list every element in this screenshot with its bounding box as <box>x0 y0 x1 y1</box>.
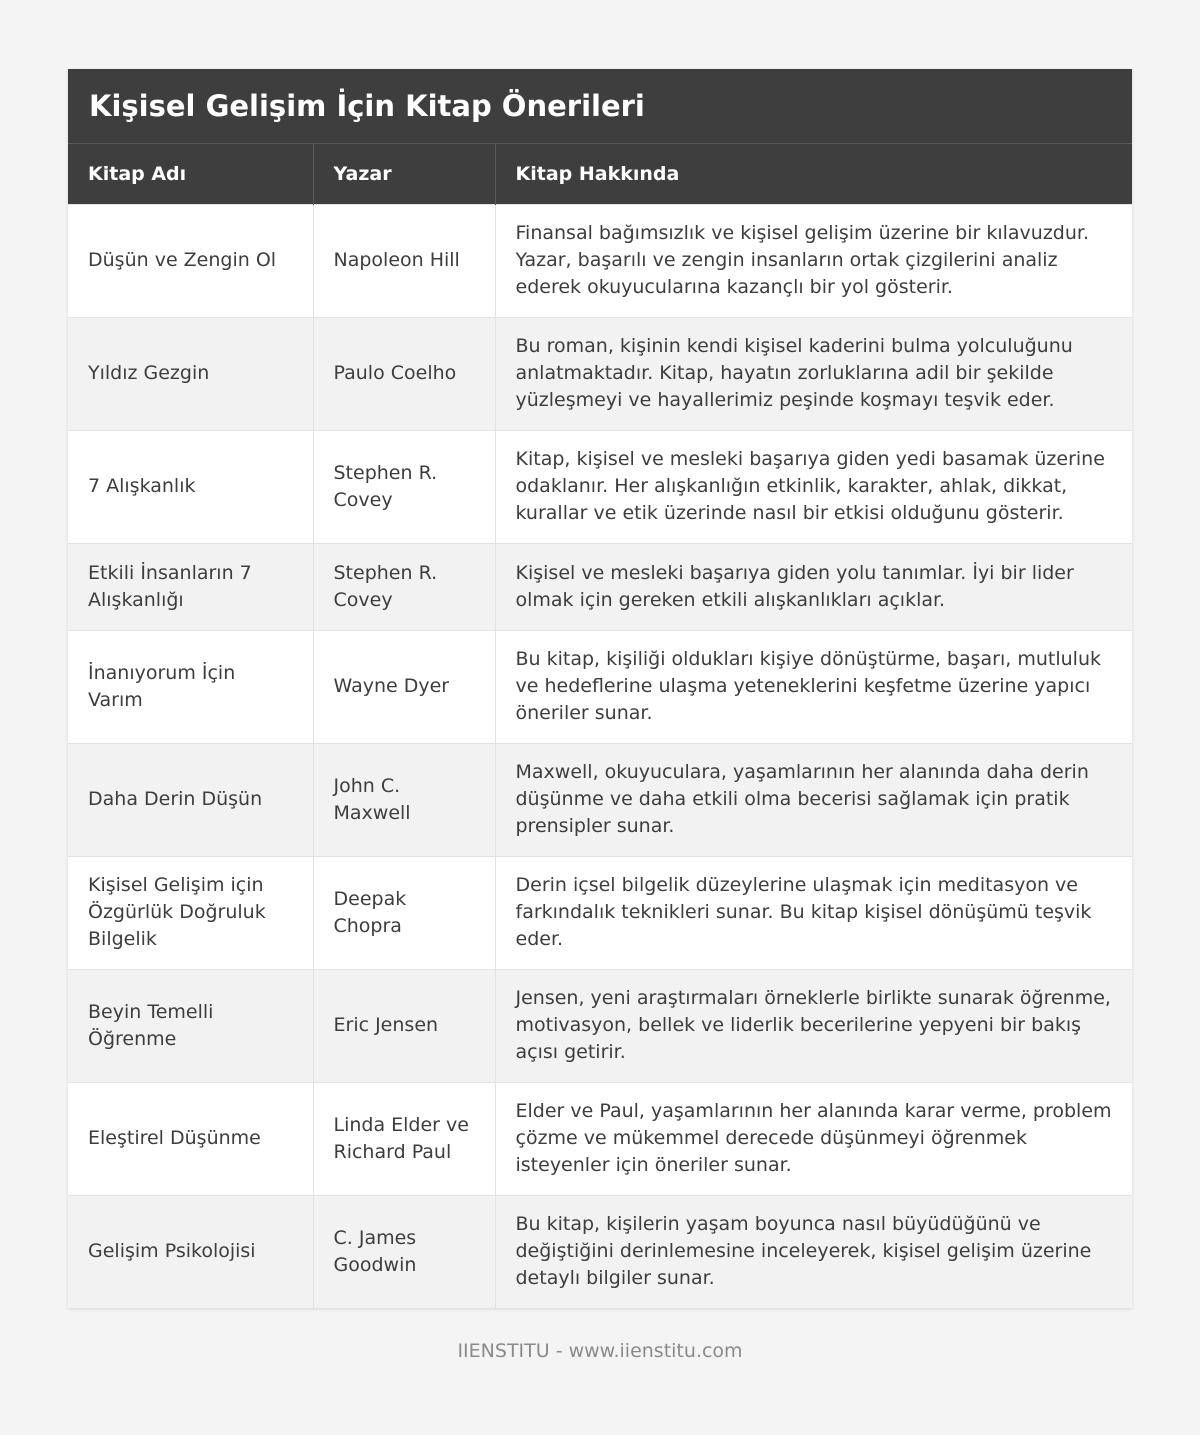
table-row <box>68 856 1132 969</box>
table-row <box>68 1195 1132 1308</box>
description-cell: Jensen, yeni araştırmaları örneklerle birlikte sunarak öğrenme, motivasyon, bellek ve liderlik becerilerine yepyeni bir bakış açısı getirir. <box>495 969 1132 1082</box>
author-cell: C. James Goodwin <box>313 1195 495 1308</box>
table-row <box>68 317 1132 430</box>
column-header-author: Yazar <box>313 144 495 204</box>
author-cell: Deepak Chopra <box>313 856 495 969</box>
table-row <box>68 969 1132 1082</box>
footer-credit: IIENSTITU - www.iienstitu.com <box>457 1340 743 1362</box>
author-cell: Stephen R. Covey <box>313 430 495 543</box>
book-title-cell: Yıldız Gezgin <box>68 317 313 430</box>
description-cell: Maxwell, okuyuculara, yaşamlarının her alanında daha derin düşünme ve daha etkili olma becerisi sağlamak için pratik prensipler sunar. <box>495 743 1132 856</box>
description-cell: Finansal bağımsızlık ve kişisel gelişim üzerine bir kılavuzdur. Yazar, başarılı ve zengin insanların ortak çizgilerini analiz ederek okuyucularına kazançlı bir yol gösterir. <box>495 204 1132 317</box>
author-cell: Stephen R. Covey <box>313 543 495 630</box>
table-row <box>68 204 1132 317</box>
book-title-cell: Gelişim Psikolojisi <box>68 1195 313 1308</box>
book-title-cell: Etkili İnsanların 7 Alışkanlığı <box>68 543 313 630</box>
author-cell: Napoleon Hill <box>313 204 495 317</box>
table-title-bar <box>68 69 1132 144</box>
book-title-cell: Kişisel Gelişim için Özgürlük Doğruluk Bilgelik <box>68 856 313 969</box>
description-cell: Derin içsel bilgelik düzeylerine ulaşmak için meditasyon ve farkındalık teknikleri sunar. Bu kitap kişisel dönüşümü teşvik eder. <box>495 856 1132 969</box>
author-cell: Eric Jensen <box>313 969 495 1082</box>
book-title-cell: Beyin Temelli Öğrenme <box>68 969 313 1082</box>
book-title-cell: Düşün ve Zengin Ol <box>68 204 313 317</box>
description-cell: Bu kitap, kişilerin yaşam boyunca nasıl büyüdüğünü ve değiştiğini derinlemesine inceleyerek, kişisel gelişim üzerine detaylı bilgiler sunar. <box>495 1195 1132 1308</box>
table-row <box>68 430 1132 543</box>
book-title-cell: İnanıyorum İçin Varım <box>68 630 313 743</box>
column-header-book: Kitap Adı <box>68 144 313 204</box>
author-cell: Paulo Coelho <box>313 317 495 430</box>
page-title: Kişisel Gelişim İçin Kitap Önerileri <box>89 89 645 123</box>
description-cell: Kişisel ve mesleki başarıya giden yolu tanımlar. İyi bir lider olmak için gereken etkili alışkanlıkları açıklar. <box>495 543 1132 630</box>
description-cell: Bu roman, kişinin kendi kişisel kaderini bulma yolculuğunu anlatmaktadır. Kitap, hayatın zorluklarına adil bir şekilde yüzleşmeyi ve hayallerimiz peşinde koşmayı teşvik eder. <box>495 317 1132 430</box>
author-cell: Wayne Dyer <box>313 630 495 743</box>
book-table <box>68 144 1132 1308</box>
book-table-card <box>68 69 1132 1308</box>
author-cell: Linda Elder ve Richard Paul <box>313 1082 495 1195</box>
description-cell: Elder ve Paul, yaşamlarının her alanında karar verme, problem çözme ve mükemmel derecede düşünmeyi öğrenmek isteyenler için öneriler sunar. <box>495 1082 1132 1195</box>
table-row <box>68 630 1132 743</box>
book-title-cell: 7 Alışkanlık <box>68 430 313 543</box>
column-header-about: Kitap Hakkında <box>495 144 1132 204</box>
book-title-cell: Daha Derin Düşün <box>68 743 313 856</box>
description-cell: Bu kitap, kişiliği oldukları kişiye dönüştürme, başarı, mutluluk ve hedeflerine ulaşma yeteneklerini keşfetme üzerine yapıcı öneriler sunar. <box>495 630 1132 743</box>
table-header-row <box>68 144 1132 204</box>
book-title-cell: Eleştirel Düşünme <box>68 1082 313 1195</box>
table-row <box>68 1082 1132 1195</box>
description-cell: Kitap, kişisel ve mesleki başarıya giden yedi basamak üzerine odaklanır. Her alışkanlığın etkinlik, karakter, ahlak, dikkat, kurallar ve etik üzerinde nasıl bir etkisi olduğunu gösterir. <box>495 430 1132 543</box>
table-row <box>68 743 1132 856</box>
table-row <box>68 543 1132 630</box>
author-cell: John C. Maxwell <box>313 743 495 856</box>
